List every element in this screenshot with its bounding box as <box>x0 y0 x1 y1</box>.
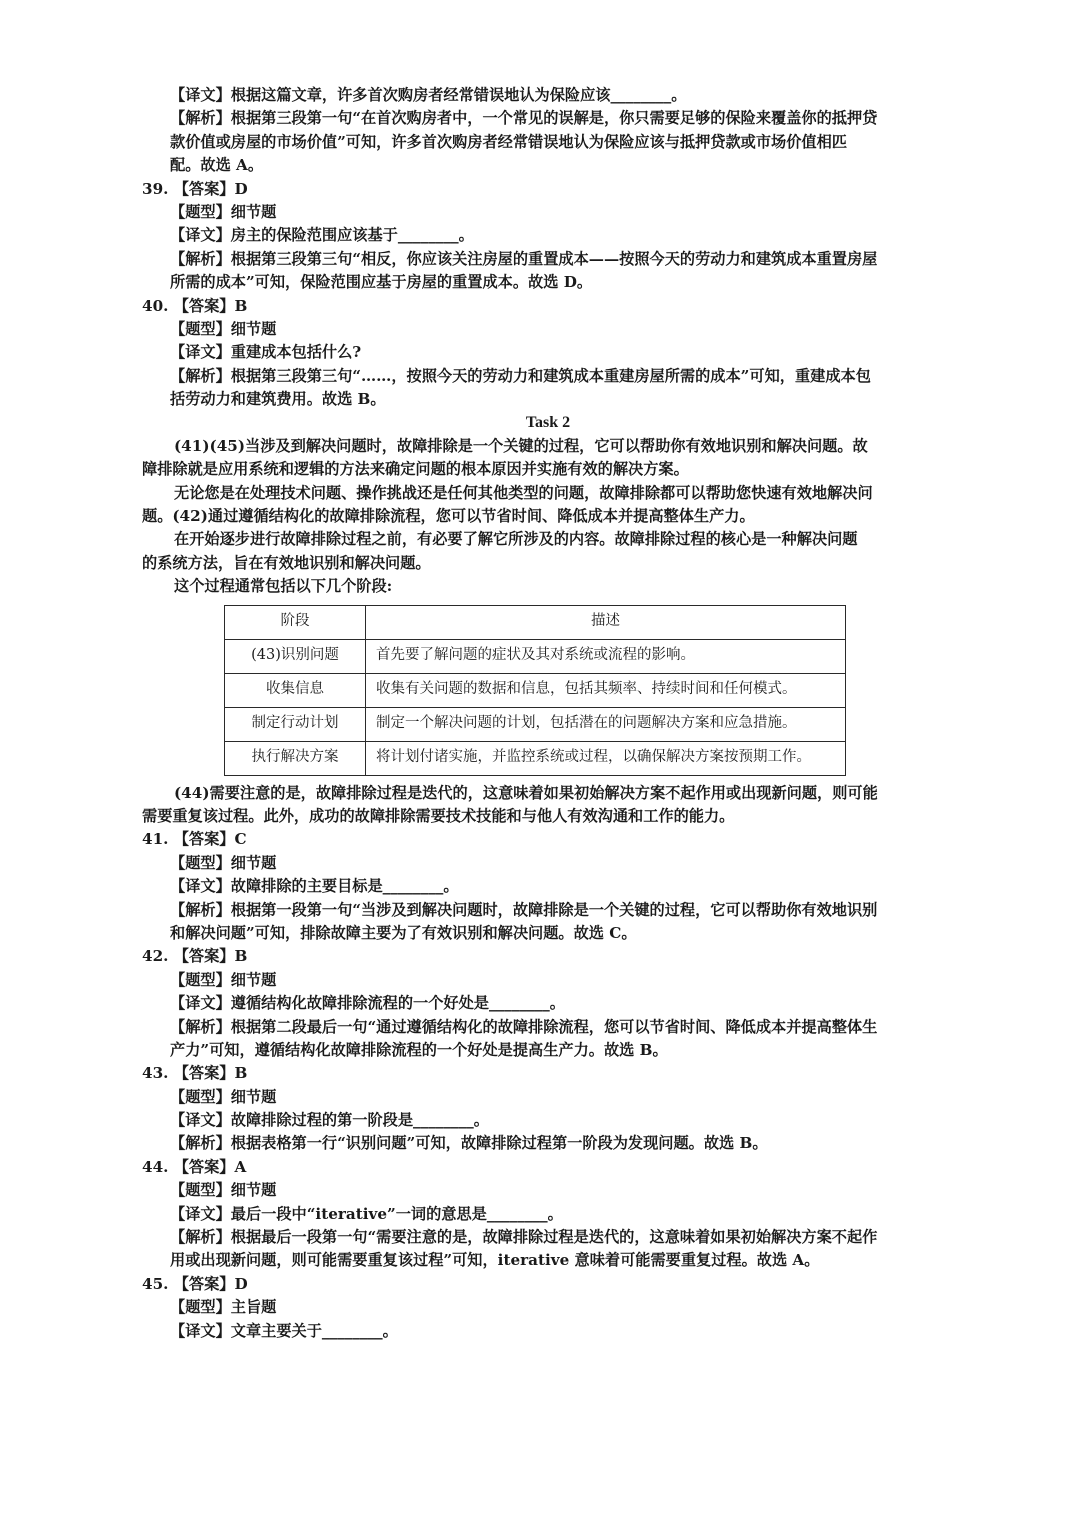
text-line: 【题型】主旨题 <box>170 1298 277 1317</box>
text-line: 用或出现新问题，则可能需要重复该过程”可知，iterative 意味着可能需要重复过程。故选 A。 <box>170 1251 820 1270</box>
text-line: 括劳动力和建筑费用。故选 B。 <box>170 390 386 409</box>
text-line: 【解析】根据第三段第三句“相反，你应该关注房屋的重置成本——按照今天的劳动力和建筑成本重置房屋 <box>170 249 878 268</box>
table-row <box>225 673 846 707</box>
table-header-description: 描述 <box>366 605 846 639</box>
text-line: 【题型】细节题 <box>170 970 277 989</box>
text-line: 39. 【答案】D <box>142 179 248 198</box>
text-line: 【题型】细节题 <box>170 319 277 338</box>
text-line: 款价值或房屋的市场价值”可知，许多首次购房者经常错误地认为保险应该与抵押贷款或市场价值相匹 <box>170 132 847 151</box>
answer-explanations-38-40 <box>142 84 954 411</box>
passage-line: 这个过程通常包括以下几个阶段: <box>174 577 393 596</box>
passage-line: 的系统方法，旨在有效地识别和解决问题。 <box>142 553 431 572</box>
text-line: 【译文】文章主要关于________。 <box>170 1321 398 1340</box>
table-cell-stage: 制定行动计划 <box>225 707 366 741</box>
answer-explanations-41-45 <box>142 782 954 1343</box>
passage-line: 无论您是在处理技术问题、操作挑战还是任何其他类型的问题，故障排除都可以帮助您快速有效地解决问 <box>174 483 873 502</box>
table-row <box>225 707 846 741</box>
passage-line: (41)(45)当涉及到解决问题时，故障排除是一个关键的过程，它可以帮助你有效地识别和解决问题。故 <box>174 436 868 455</box>
table-cell-stage: 执行解决方案 <box>225 741 366 775</box>
text-line: 【译文】故障排除过程的第一阶段是________。 <box>170 1111 489 1130</box>
text-line: 【解析】根据第二段最后一句“通过遵循结构化的故障排除流程，您可以节省时间、降低成本并提高整体生 <box>170 1017 878 1036</box>
table-cell-stage: (43)识别问题 <box>225 639 366 673</box>
text-line: 【译文】根据这篇文章，许多首次购房者经常错误地认为保险应该________。 <box>170 86 687 104</box>
table-header-row <box>225 605 846 639</box>
text-line: 44. 【答案】A <box>142 1157 247 1176</box>
table-cell-description: 收集有关问题的数据和信息，包括其频率、持续时间和任何模式。 <box>366 673 846 707</box>
text-line: 【解析】根据表格第一行“识别问题”可知，故障排除过程第一阶段为发现问题。故选 B。 <box>170 1134 768 1153</box>
text-line: 【解析】根据第三段第三句“……，按照今天的劳动力和建筑成本重建房屋所需的成本”可知，重建成本包 <box>170 366 871 385</box>
text-line: 产力”可知，遵循结构化故障排除流程的一个好处是提高生产力。故选 B。 <box>170 1040 668 1059</box>
text-line: 【解析】根据第一段第一句“当涉及到解决问题时，故障排除是一个关键的过程，它可以帮助你有效地识别 <box>170 900 878 919</box>
table-cell-description: 制定一个解决问题的计划，包括潜在的问题解决方案和应急措施。 <box>366 707 846 741</box>
text-line: 【题型】细节题 <box>170 1087 277 1106</box>
text-line: 【译文】遵循结构化故障排除流程的一个好处是________。 <box>170 994 565 1013</box>
text-line: 43. 【答案】B <box>142 1064 248 1083</box>
text-line: (44)需要注意的是，故障排除过程是迭代的，这意味着如果初始解决方案不起作用或出现新问题，则可能 <box>174 783 878 802</box>
text-line: 【译文】最后一段中“iterative”一词的意思是________。 <box>170 1204 563 1223</box>
passage-line: 障排除就是应用系统和逻辑的方法来确定问题的根本原因并实施有效的解决方案。 <box>142 460 689 479</box>
page-content <box>142 84 954 1343</box>
text-line: 【题型】细节题 <box>170 853 277 872</box>
text-line: 【译文】房主的保险范围应该基于________。 <box>170 226 474 245</box>
text-line: 配。故选 A。 <box>170 156 264 175</box>
table-header-stage: 阶段 <box>225 605 366 639</box>
text-line: 【解析】根据第三段第一句“在首次购房者中，一个常见的误解是，你只需要足够的保险来覆盖你的抵押贷 <box>170 109 878 128</box>
table-cell-stage: 收集信息 <box>225 673 366 707</box>
passage-line: 题。(42)通过遵循结构化的故障排除流程，您可以节省时间、降低成本并提高整体生产力。 <box>142 507 755 526</box>
text-line: 【解析】根据最后一段第一句“需要注意的是，故障排除过程是迭代的，这意味着如果初始解决方案不起作 <box>170 1228 878 1247</box>
passage-line: 在开始逐步进行故障排除过程之前，有必要了解它所涉及的内容。故障排除过程的核心是一种解决问题 <box>174 530 858 549</box>
text-line: 需要重复该过程。此外，成功的故障排除需要技术技能和与他人有效沟通和工作的能力。 <box>142 806 735 825</box>
table-row <box>225 741 846 775</box>
text-line: 41. 【答案】C <box>142 830 247 849</box>
text-line: 和解决问题”可知，排除故障主要为了有效识别和解决问题。故选 C。 <box>170 923 637 942</box>
text-line: 45. 【答案】D <box>142 1274 248 1293</box>
table-cell-description: 首先要了解问题的症状及其对系统或流程的影响。 <box>366 639 846 673</box>
table-cell-description: 将计划付诸实施，并监控系统或过程，以确保解决方案按预期工作。 <box>366 741 846 775</box>
text-line: 42. 【答案】B <box>142 947 248 966</box>
text-line: 【题型】细节题 <box>170 1181 277 1200</box>
table-row <box>225 639 846 673</box>
text-line: 所需的成本”可知，保险范围应基于房屋的重置成本。故选 D。 <box>170 273 593 292</box>
text-line: 【译文】重建成本包括什么? <box>170 343 362 362</box>
task-title: Task 2 <box>525 414 571 432</box>
text-line: 【题型】细节题 <box>170 202 277 221</box>
passage-task2 <box>142 435 954 599</box>
stages-table <box>224 605 846 776</box>
text-line: 40. 【答案】B <box>142 296 248 315</box>
text-line: 【译文】故障排除的主要目标是________。 <box>170 877 459 896</box>
